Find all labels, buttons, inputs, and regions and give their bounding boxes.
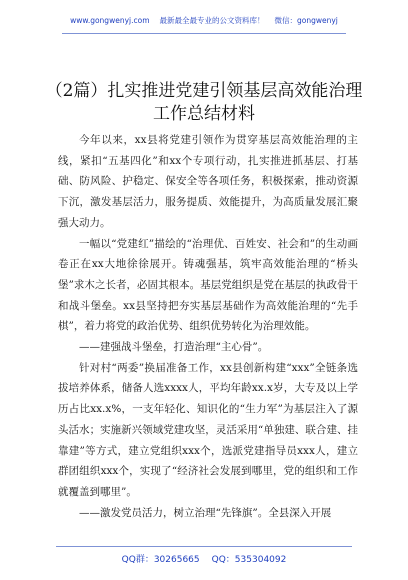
footer-text	[0, 552, 408, 565]
header-divider	[62, 33, 346, 34]
page-header	[0, 0, 408, 42]
footer-qq: QQ：535304092	[211, 555, 287, 565]
body-paragraph: 一幅以“党建红”描绘的“治理优、百姓安、社会和”的生动画卷正在xx大地徐徐展开。铸魂强基，筑牢高效能治理的“桥头堡”求木之长者，必固其根本。基层党组织是党在基层的执政骨干和战斗堡垒。xx县坚持把夯实基层基础作为高效能治理的“先手棋”，着力将党的政治优势、组织优势转化为治理效能。	[58, 237, 358, 333]
header-site-link[interactable]: www.gongwenyj.com	[70, 16, 150, 25]
footer-divider	[56, 546, 352, 547]
header-text	[0, 15, 408, 26]
header-wechat: 微信：gongwenyj	[274, 16, 338, 25]
section-heading: ——建强战斗堡垒，打造治理“主心骨”。	[79, 341, 269, 354]
body-paragraph: 针对村“两委”换届准备工作，xx县创新构建“xxx”全链条选拔培养体系，储备人选xxxx人，平均年龄xx.x岁，大专及以上学历占比xx.x%，一支年轻化、知识化的“生力军”为基层注入了源头活水；实施新兴领域党建攻坚，灵活采用“单独建、联合建、挂靠建”等方式，建立党组织xxx个，选派党建指导员xxx人，建立群团组织xxx个，实现了“经济社会发展到哪里，党的组织和工作就覆盖到哪里”。	[58, 361, 358, 498]
section-heading: ——激发党员活力，树立治理“先锋旗”。全县深入开展	[79, 506, 332, 519]
document-title: （2篇）扎实推进党建引领基层高效能治理工作总结材料	[45, 81, 363, 124]
document-body	[58, 130, 358, 523]
body-paragraph: 今年以来，xx县将党建引领作为贯穿基层高效能治理的主线，紧扣“五基四化”和xx个专项行动，扎实推进抓基层、打基础、防风险、护稳定、保安全等各项任务，积极探索，推动资源下沉，激发基层活力，服务提质、效能提升，为高质量发展汇聚强大动力。	[58, 134, 358, 229]
page-footer	[0, 546, 408, 576]
footer-qq-group: QQ群：30265665	[121, 555, 200, 565]
header-slogan: 最新最全最专业的公文资料库！	[159, 16, 265, 25]
